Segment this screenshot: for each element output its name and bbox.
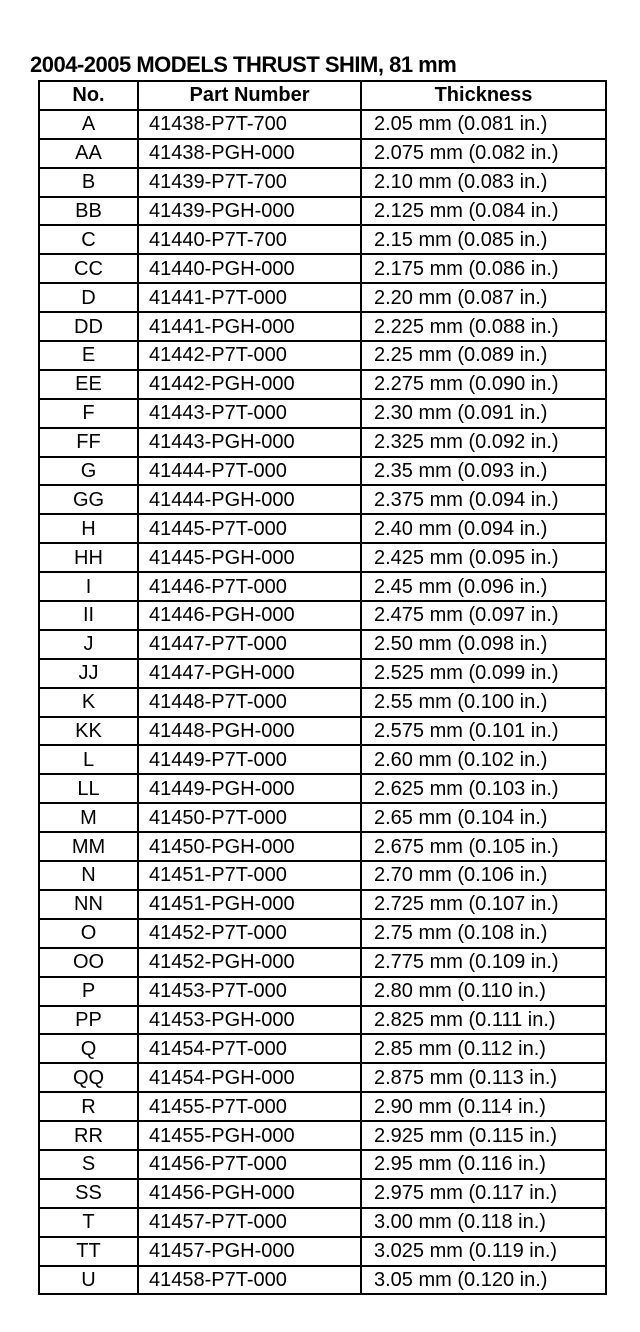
cell-part-number: 41452-P7T-000 bbox=[138, 919, 361, 948]
cell-part-number: 41446-P7T-000 bbox=[138, 572, 361, 601]
cell-thickness: 2.50 mm (0.098 in.) bbox=[361, 630, 606, 659]
cell-thickness: 2.375 mm (0.094 in.) bbox=[361, 485, 606, 514]
cell-thickness: 3.025 mm (0.119 in.) bbox=[361, 1237, 606, 1266]
cell-part-number: 41447-P7T-000 bbox=[138, 630, 361, 659]
cell-no: B bbox=[39, 168, 138, 197]
header-no: No. bbox=[39, 81, 138, 110]
table-row bbox=[39, 457, 606, 486]
cell-no: EE bbox=[39, 370, 138, 399]
cell-no: C bbox=[39, 225, 138, 254]
table-title: 2004-2005 MODELS THRUST SHIM, 81 mm bbox=[30, 52, 457, 77]
cell-part-number: 41450-P7T-000 bbox=[138, 803, 361, 832]
cell-part-number: 41445-P7T-000 bbox=[138, 514, 361, 543]
table-row bbox=[39, 1034, 606, 1063]
cell-no: L bbox=[39, 745, 138, 774]
table-row bbox=[39, 399, 606, 428]
cell-part-number: 41441-PGH-000 bbox=[138, 312, 361, 341]
cell-thickness: 2.10 mm (0.083 in.) bbox=[361, 168, 606, 197]
table-row bbox=[39, 832, 606, 861]
cell-thickness: 2.675 mm (0.105 in.) bbox=[361, 832, 606, 861]
table-row bbox=[39, 341, 606, 370]
cell-thickness: 2.175 mm (0.086 in.) bbox=[361, 254, 606, 283]
cell-part-number: 41444-P7T-000 bbox=[138, 457, 361, 486]
cell-part-number: 41439-PGH-000 bbox=[138, 197, 361, 226]
table-row bbox=[39, 890, 606, 919]
table-row bbox=[39, 717, 606, 746]
cell-no: II bbox=[39, 601, 138, 630]
table-row bbox=[39, 774, 606, 803]
cell-no: T bbox=[39, 1208, 138, 1237]
cell-no: TT bbox=[39, 1237, 138, 1266]
cell-no: J bbox=[39, 630, 138, 659]
cell-thickness: 2.55 mm (0.100 in.) bbox=[361, 688, 606, 717]
cell-thickness: 2.125 mm (0.084 in.) bbox=[361, 197, 606, 226]
cell-part-number: 41451-PGH-000 bbox=[138, 890, 361, 919]
cell-part-number: 41448-P7T-000 bbox=[138, 688, 361, 717]
cell-no: F bbox=[39, 399, 138, 428]
cell-thickness: 2.475 mm (0.097 in.) bbox=[361, 601, 606, 630]
cell-no: Q bbox=[39, 1034, 138, 1063]
cell-thickness: 2.30 mm (0.091 in.) bbox=[361, 399, 606, 428]
cell-thickness: 2.925 mm (0.115 in.) bbox=[361, 1121, 606, 1150]
cell-thickness: 2.575 mm (0.101 in.) bbox=[361, 717, 606, 746]
cell-part-number: 41452-PGH-000 bbox=[138, 948, 361, 977]
cell-no: S bbox=[39, 1150, 138, 1179]
cell-thickness: 2.875 mm (0.113 in.) bbox=[361, 1063, 606, 1092]
cell-thickness: 2.90 mm (0.114 in.) bbox=[361, 1092, 606, 1121]
cell-no: KK bbox=[39, 717, 138, 746]
cell-thickness: 2.85 mm (0.112 in.) bbox=[361, 1034, 606, 1063]
cell-part-number: 41445-PGH-000 bbox=[138, 543, 361, 572]
cell-thickness: 2.15 mm (0.085 in.) bbox=[361, 225, 606, 254]
cell-thickness: 2.975 mm (0.117 in.) bbox=[361, 1179, 606, 1208]
cell-no: A bbox=[39, 110, 138, 139]
cell-no: PP bbox=[39, 1006, 138, 1035]
table-row bbox=[39, 630, 606, 659]
table-row bbox=[39, 370, 606, 399]
cell-no: U bbox=[39, 1266, 138, 1295]
cell-no: SS bbox=[39, 1179, 138, 1208]
table-row bbox=[39, 659, 606, 688]
table-row bbox=[39, 1121, 606, 1150]
cell-no: FF bbox=[39, 428, 138, 457]
table-row bbox=[39, 197, 606, 226]
cell-thickness: 2.45 mm (0.096 in.) bbox=[361, 572, 606, 601]
cell-no: M bbox=[39, 803, 138, 832]
table-row bbox=[39, 1237, 606, 1266]
cell-part-number: 41455-PGH-000 bbox=[138, 1121, 361, 1150]
cell-part-number: 41454-PGH-000 bbox=[138, 1063, 361, 1092]
cell-no: D bbox=[39, 283, 138, 312]
table-row bbox=[39, 1063, 606, 1092]
table-row bbox=[39, 110, 606, 139]
cell-thickness: 2.725 mm (0.107 in.) bbox=[361, 890, 606, 919]
cell-thickness: 2.20 mm (0.087 in.) bbox=[361, 283, 606, 312]
cell-no: MM bbox=[39, 832, 138, 861]
cell-thickness: 3.05 mm (0.120 in.) bbox=[361, 1266, 606, 1295]
table-row bbox=[39, 572, 606, 601]
cell-thickness: 2.225 mm (0.088 in.) bbox=[361, 312, 606, 341]
cell-thickness: 2.625 mm (0.103 in.) bbox=[361, 774, 606, 803]
table-row bbox=[39, 688, 606, 717]
table-row bbox=[39, 1092, 606, 1121]
cell-no: H bbox=[39, 514, 138, 543]
table-row bbox=[39, 745, 606, 774]
cell-thickness: 3.00 mm (0.118 in.) bbox=[361, 1208, 606, 1237]
table-row bbox=[39, 919, 606, 948]
cell-no: OO bbox=[39, 948, 138, 977]
cell-no: HH bbox=[39, 543, 138, 572]
cell-no: K bbox=[39, 688, 138, 717]
cell-no: CC bbox=[39, 254, 138, 283]
cell-part-number: 41444-PGH-000 bbox=[138, 485, 361, 514]
table-row bbox=[39, 1208, 606, 1237]
cell-part-number: 41450-PGH-000 bbox=[138, 832, 361, 861]
thrust-shim-table bbox=[38, 80, 607, 1295]
header-thickness: Thickness bbox=[361, 81, 606, 110]
table-row bbox=[39, 225, 606, 254]
cell-part-number: 41458-P7T-000 bbox=[138, 1266, 361, 1295]
table-row bbox=[39, 977, 606, 1006]
cell-part-number: 41451-P7T-000 bbox=[138, 861, 361, 890]
cell-thickness: 2.05 mm (0.081 in.) bbox=[361, 110, 606, 139]
cell-thickness: 2.65 mm (0.104 in.) bbox=[361, 803, 606, 832]
cell-no: P bbox=[39, 977, 138, 1006]
table-row bbox=[39, 428, 606, 457]
cell-thickness: 2.325 mm (0.092 in.) bbox=[361, 428, 606, 457]
table-row bbox=[39, 139, 606, 168]
cell-part-number: 41443-P7T-000 bbox=[138, 399, 361, 428]
table-row bbox=[39, 803, 606, 832]
cell-no: LL bbox=[39, 774, 138, 803]
cell-thickness: 2.775 mm (0.109 in.) bbox=[361, 948, 606, 977]
cell-thickness: 2.95 mm (0.116 in.) bbox=[361, 1150, 606, 1179]
cell-part-number: 41446-PGH-000 bbox=[138, 601, 361, 630]
cell-no: NN bbox=[39, 890, 138, 919]
table-row bbox=[39, 254, 606, 283]
table-body bbox=[39, 110, 606, 1295]
cell-part-number: 41443-PGH-000 bbox=[138, 428, 361, 457]
table-row bbox=[39, 1006, 606, 1035]
cell-no: GG bbox=[39, 485, 138, 514]
table-row bbox=[39, 168, 606, 197]
cell-thickness: 2.70 mm (0.106 in.) bbox=[361, 861, 606, 890]
table-row bbox=[39, 485, 606, 514]
cell-thickness: 2.075 mm (0.082 in.) bbox=[361, 139, 606, 168]
cell-part-number: 41449-PGH-000 bbox=[138, 774, 361, 803]
table-row bbox=[39, 543, 606, 572]
cell-no: JJ bbox=[39, 659, 138, 688]
cell-no: I bbox=[39, 572, 138, 601]
cell-part-number: 41456-P7T-000 bbox=[138, 1150, 361, 1179]
cell-part-number: 41455-P7T-000 bbox=[138, 1092, 361, 1121]
cell-no: E bbox=[39, 341, 138, 370]
cell-thickness: 2.35 mm (0.093 in.) bbox=[361, 457, 606, 486]
cell-part-number: 41449-P7T-000 bbox=[138, 745, 361, 774]
cell-no: O bbox=[39, 919, 138, 948]
cell-part-number: 41442-P7T-000 bbox=[138, 341, 361, 370]
table-row bbox=[39, 601, 606, 630]
table-row bbox=[39, 1179, 606, 1208]
cell-part-number: 41438-PGH-000 bbox=[138, 139, 361, 168]
cell-no: G bbox=[39, 457, 138, 486]
cell-no: BB bbox=[39, 197, 138, 226]
cell-thickness: 2.40 mm (0.094 in.) bbox=[361, 514, 606, 543]
cell-part-number: 41438-P7T-700 bbox=[138, 110, 361, 139]
cell-no: R bbox=[39, 1092, 138, 1121]
cell-part-number: 41447-PGH-000 bbox=[138, 659, 361, 688]
cell-thickness: 2.60 mm (0.102 in.) bbox=[361, 745, 606, 774]
table-row bbox=[39, 861, 606, 890]
cell-part-number: 41441-P7T-000 bbox=[138, 283, 361, 312]
cell-part-number: 41457-PGH-000 bbox=[138, 1237, 361, 1266]
table-row bbox=[39, 514, 606, 543]
cell-part-number: 41454-P7T-000 bbox=[138, 1034, 361, 1063]
cell-thickness: 2.75 mm (0.108 in.) bbox=[361, 919, 606, 948]
cell-no: N bbox=[39, 861, 138, 890]
cell-part-number: 41442-PGH-000 bbox=[138, 370, 361, 399]
table-row bbox=[39, 283, 606, 312]
cell-thickness: 2.275 mm (0.090 in.) bbox=[361, 370, 606, 399]
table-row bbox=[39, 1266, 606, 1295]
cell-part-number: 41453-P7T-000 bbox=[138, 977, 361, 1006]
table-row bbox=[39, 948, 606, 977]
cell-thickness: 2.80 mm (0.110 in.) bbox=[361, 977, 606, 1006]
cell-part-number: 41440-PGH-000 bbox=[138, 254, 361, 283]
cell-thickness: 2.525 mm (0.099 in.) bbox=[361, 659, 606, 688]
cell-part-number: 41439-P7T-700 bbox=[138, 168, 361, 197]
cell-thickness: 2.825 mm (0.111 in.) bbox=[361, 1006, 606, 1035]
cell-part-number: 41440-P7T-700 bbox=[138, 225, 361, 254]
cell-thickness: 2.25 mm (0.089 in.) bbox=[361, 341, 606, 370]
table-row bbox=[39, 1150, 606, 1179]
cell-no: RR bbox=[39, 1121, 138, 1150]
cell-thickness: 2.425 mm (0.095 in.) bbox=[361, 543, 606, 572]
header-row bbox=[39, 81, 606, 110]
header-part-number: Part Number bbox=[138, 81, 361, 110]
cell-no: QQ bbox=[39, 1063, 138, 1092]
cell-no: AA bbox=[39, 139, 138, 168]
table-row bbox=[39, 312, 606, 341]
cell-part-number: 41456-PGH-000 bbox=[138, 1179, 361, 1208]
cell-part-number: 41457-P7T-000 bbox=[138, 1208, 361, 1237]
cell-part-number: 41453-PGH-000 bbox=[138, 1006, 361, 1035]
cell-no: DD bbox=[39, 312, 138, 341]
cell-part-number: 41448-PGH-000 bbox=[138, 717, 361, 746]
